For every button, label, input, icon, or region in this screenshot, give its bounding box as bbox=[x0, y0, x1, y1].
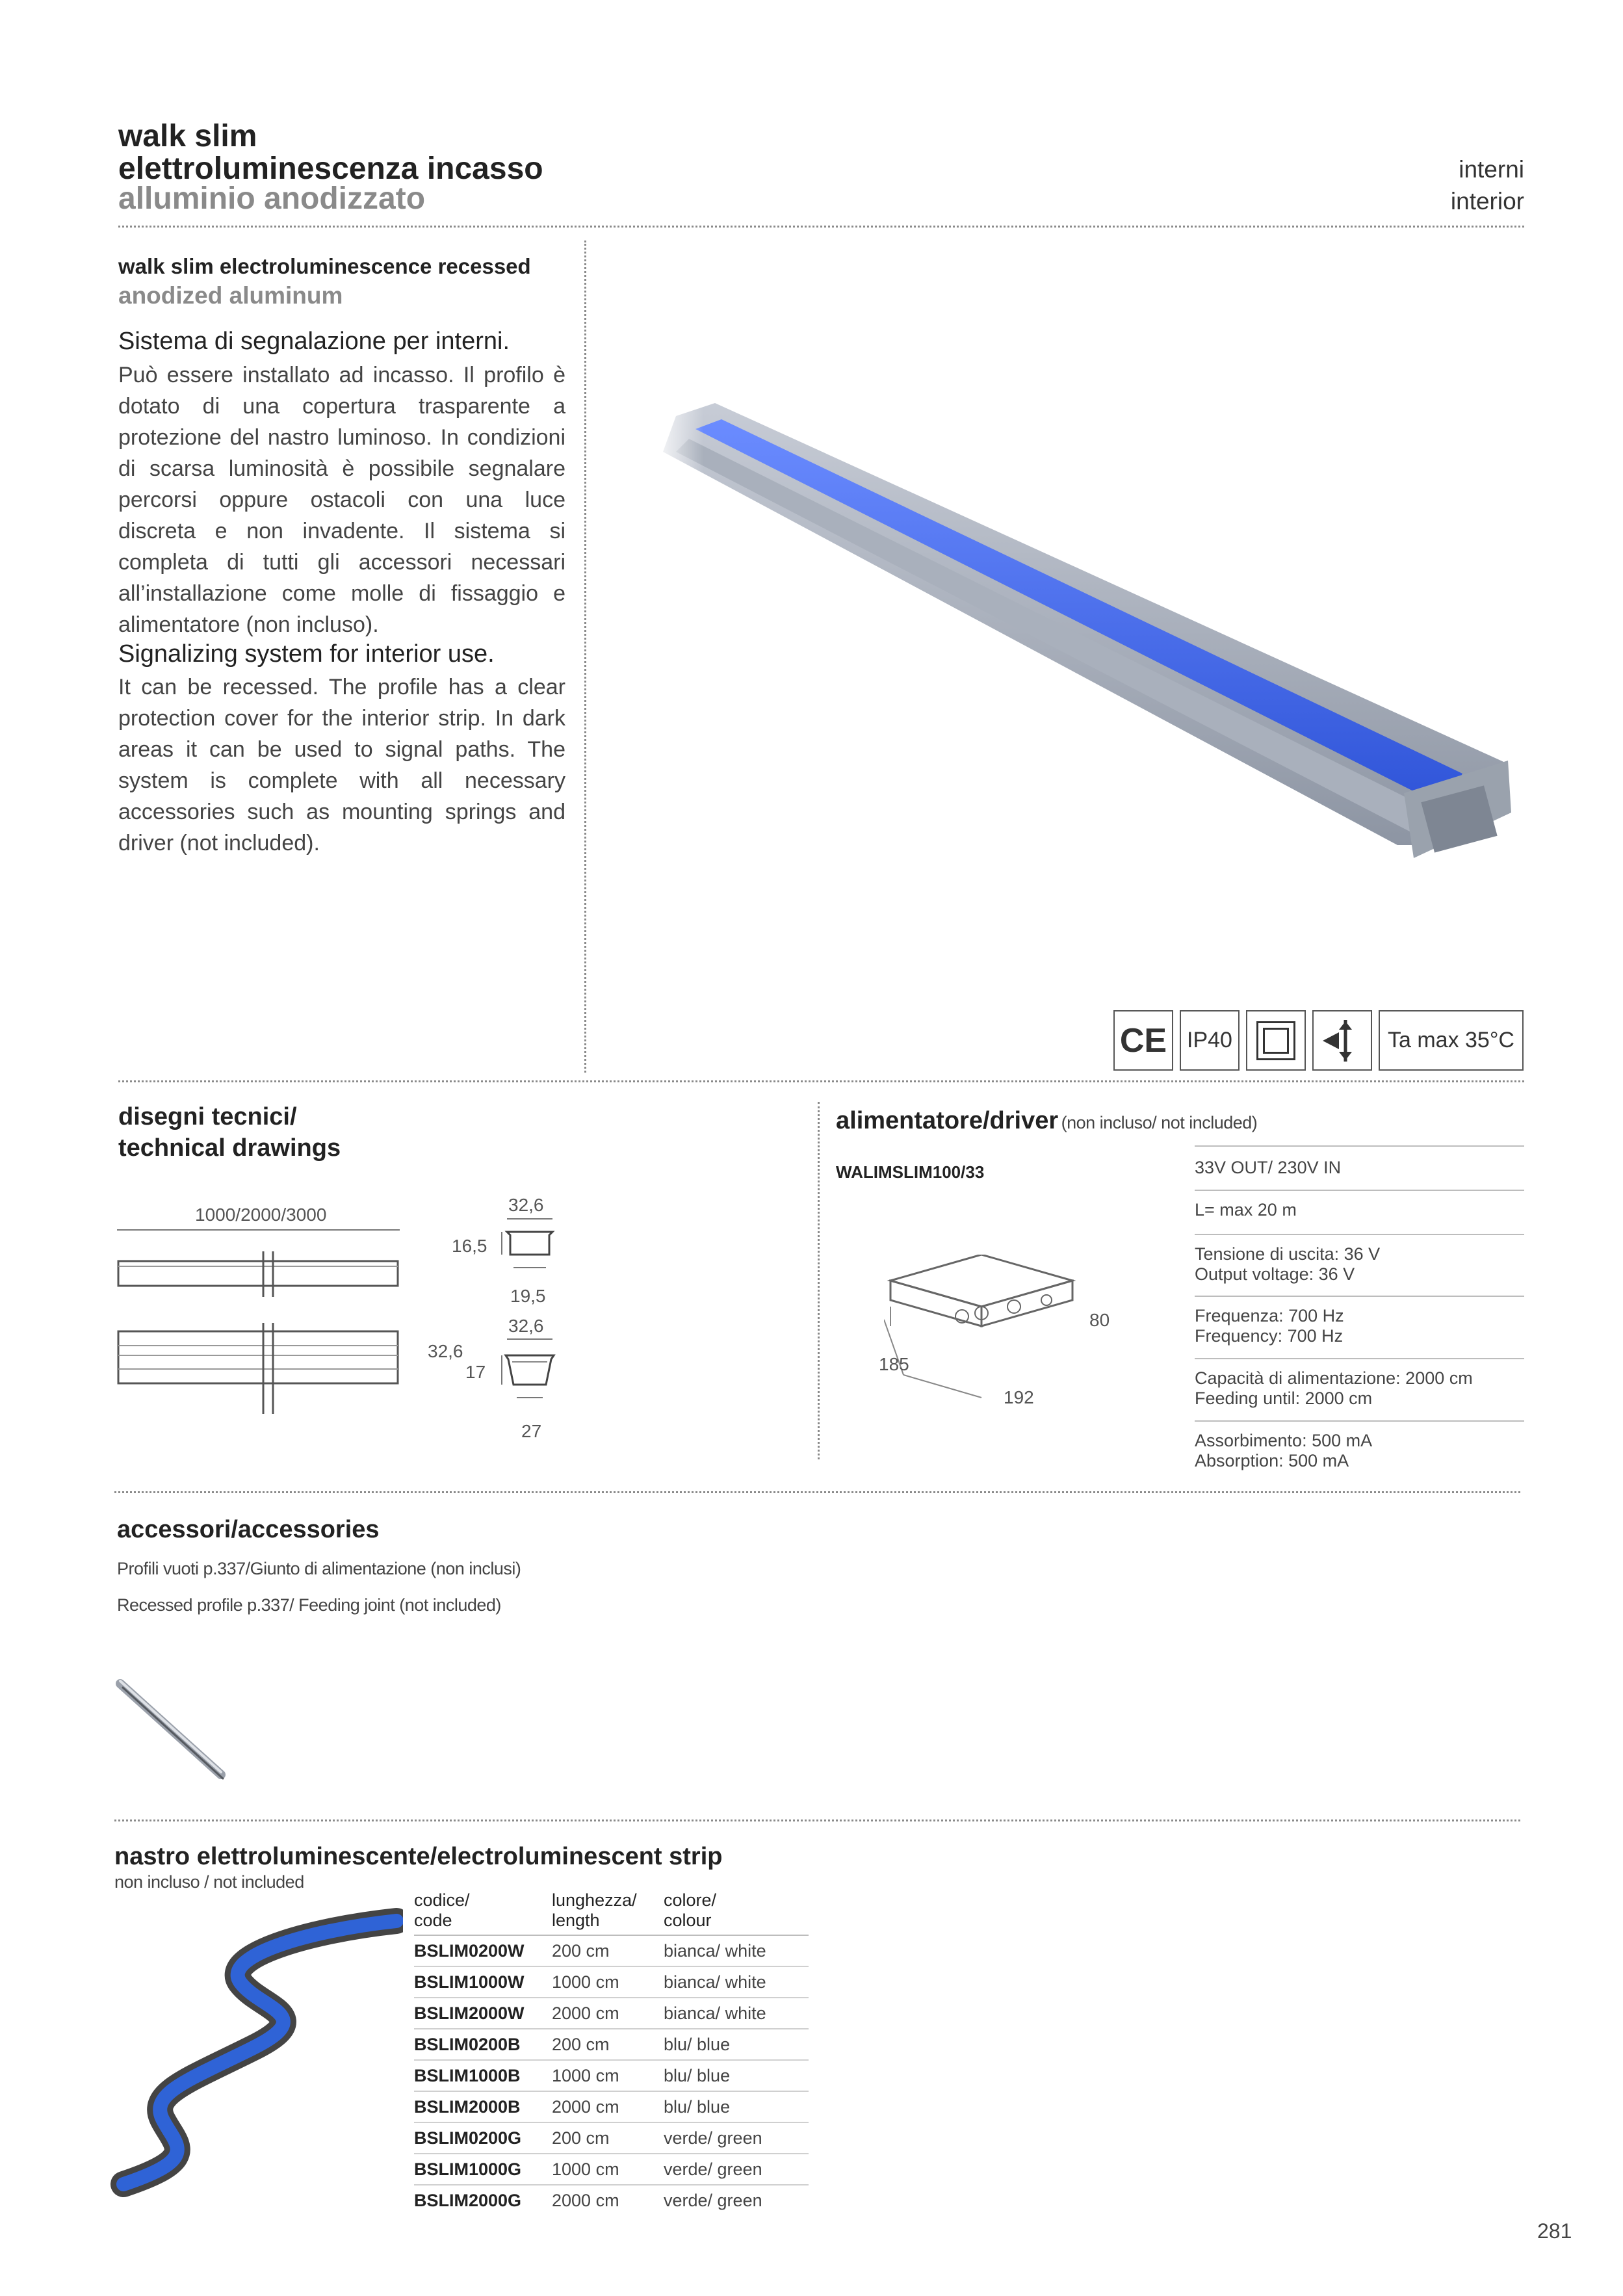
section-divider-2 bbox=[114, 1491, 1520, 1493]
ta-rating-text: Ta max 35°C bbox=[1387, 1028, 1514, 1052]
driver-spec-line: Absorption: 500 mA bbox=[1195, 1451, 1349, 1470]
driver-spec-line: Output voltage: 36 V bbox=[1195, 1264, 1355, 1284]
cell-length: 2000 cm bbox=[552, 2190, 619, 2210]
double-insulation-icon bbox=[1246, 1010, 1306, 1071]
subtitle-en: walk slim electroluminescence recessed bbox=[118, 254, 531, 278]
cell-colour: bianca/ white bbox=[664, 1998, 809, 2029]
header-length-line1: lunghezza/ bbox=[552, 1890, 637, 1910]
intro-divider bbox=[584, 241, 586, 1073]
section-divider-1 bbox=[118, 1080, 1524, 1082]
driver-spec-line: Feeding until: 2000 cm bbox=[1195, 1389, 1373, 1408]
profile1-height-dim: 16,5 bbox=[452, 1236, 487, 1256]
driver-spec-row bbox=[1195, 1149, 1524, 1189]
driver-code: WALIMSLIM100/33 bbox=[836, 1162, 985, 1182]
header-colour-line2: colour bbox=[664, 1911, 712, 1930]
profile1-bottom-dim: 19,5 bbox=[510, 1286, 546, 1306]
cell-colour: verde/ green bbox=[664, 2190, 762, 2210]
section-divider-3 bbox=[114, 1820, 1520, 1821]
table-row bbox=[414, 2122, 809, 2154]
driver-spec-line: Frequency: 700 Hz bbox=[1195, 1326, 1344, 1346]
cell-code: BSLIM2000G bbox=[414, 2190, 522, 2210]
ce-mark-text: CE bbox=[1119, 1021, 1167, 1060]
header-code bbox=[414, 1890, 552, 1935]
paragraph-en: It can be recessed. The profile has a clear protection cover for the interior strip. In dark areas it can be used to signal paths. The system is complete with all necessary accessories such as mounting springs and driver (not included). bbox=[118, 675, 565, 855]
accessories-title: accessori/accessories bbox=[117, 1516, 380, 1543]
header-code-line1: codice/ bbox=[414, 1890, 470, 1910]
driver-height-dim: 80 bbox=[1089, 1310, 1110, 1330]
accessories-line-1: Profili vuoti p.337/Giunto di alimentazione (non inclusi) bbox=[117, 1559, 521, 1578]
cell-length: 200 cm bbox=[552, 2029, 664, 2060]
title-line-3: alluminio anodizzato bbox=[118, 181, 426, 216]
driver-note: (non incluso/ not included) bbox=[1061, 1113, 1258, 1132]
header-code-line2: code bbox=[414, 1911, 452, 1930]
driver-spec-row bbox=[1195, 1358, 1524, 1420]
cell-length: 200 cm bbox=[552, 1935, 664, 1966]
cell-colour: blu/ blue bbox=[664, 2029, 809, 2060]
cell-code: BSLIM2000W bbox=[414, 1998, 552, 2029]
profile1-section bbox=[494, 1216, 565, 1281]
driver-spec-line: Frequenza: 700 Hz bbox=[1195, 1306, 1344, 1325]
driver-spec-line: Assorbimento: 500 mA bbox=[1195, 1431, 1373, 1450]
cell-length: 2000 cm bbox=[552, 1998, 664, 2029]
page-number: 281 bbox=[1537, 2219, 1572, 2243]
tech-title-1: disegni tecnici/ bbox=[118, 1103, 297, 1130]
cell-code: BSLIM0200B bbox=[414, 2029, 552, 2060]
table-row bbox=[414, 2154, 809, 2185]
driver-spec-row bbox=[1195, 1190, 1524, 1234]
table-row bbox=[414, 1966, 809, 1998]
table-row bbox=[414, 2060, 809, 2091]
accessory-image bbox=[114, 1677, 237, 1788]
category-en: interior bbox=[1450, 188, 1524, 215]
strip-title: nastro elettroluminescente/electroluminescent strip bbox=[114, 1843, 723, 1870]
double-insulation-square bbox=[1256, 1021, 1295, 1060]
accessories-line-2: Recessed profile p.337/ Feeding joint (not included) bbox=[117, 1595, 501, 1615]
cell-length: 200 cm bbox=[552, 2122, 664, 2154]
driver-title-row bbox=[836, 1107, 1257, 1135]
cell-code: BSLIM1000B bbox=[414, 2060, 552, 2091]
cell-code: BSLIM2000B bbox=[414, 2091, 552, 2122]
driver-title-rule bbox=[1195, 1145, 1524, 1147]
ta-rating bbox=[1379, 1010, 1524, 1071]
paragraph-it: Può essere installato ad incasso. Il profilo è dotato di una copertura trasparente a protezione del nastro luminoso. In condizioni di scarsa luminosità è possibile segnalare percorsi oppure ostacoli con una luce discreta e non invadente. Il sistema si completa di tutti gli accessori necessari all’installazione come molle di fissaggio e alimentatore (non incluso). bbox=[118, 363, 565, 637]
product-image bbox=[650, 390, 1527, 884]
header-divider bbox=[118, 226, 1524, 228]
heading-en: Signalizing system for interior use. bbox=[118, 640, 495, 668]
header-colour bbox=[664, 1890, 809, 1935]
subtitle-en-material: anodized aluminum bbox=[118, 282, 343, 309]
cell-length: 1000 cm bbox=[552, 2060, 664, 2091]
cell-code: BSLIM1000G bbox=[414, 2154, 552, 2185]
recessed-mount-icon bbox=[1312, 1010, 1372, 1071]
title-line-1: walk slim bbox=[118, 119, 257, 153]
strip-image bbox=[110, 1905, 403, 2204]
table-row bbox=[414, 1998, 809, 2029]
driver-spec-row bbox=[1195, 1296, 1524, 1358]
cell-code: BSLIM0200G bbox=[414, 2122, 552, 2154]
table-row bbox=[414, 2091, 809, 2122]
category-it: interni bbox=[1459, 156, 1524, 183]
driver-title: alimentatore/driver bbox=[836, 1107, 1059, 1134]
cell-colour: blu/ blue bbox=[664, 2060, 809, 2091]
cell-colour: verde/ green bbox=[664, 2154, 809, 2185]
driver-spec-row bbox=[1195, 1234, 1524, 1296]
driver-spec-line: Tensione di uscita: 36 V bbox=[1195, 1244, 1381, 1264]
table-row bbox=[414, 2185, 809, 2215]
cell-colour: bianca/ white bbox=[664, 1966, 809, 1998]
driver-spec-line: Capacità di alimentazione: 2000 cm bbox=[1195, 1368, 1473, 1388]
driver-box-drawing bbox=[884, 1255, 1079, 1404]
profile2-height-inner-dim: 17 bbox=[465, 1362, 486, 1382]
cell-colour: bianca/ white bbox=[664, 1935, 809, 1966]
header-length bbox=[552, 1890, 664, 1935]
driver-spec-line: L= max 20 m bbox=[1195, 1200, 1297, 1220]
driver-depth-dim: 185 bbox=[879, 1354, 909, 1374]
strip-note: non incluso / not included bbox=[114, 1872, 304, 1892]
heading-it: Sistema di segnalazione per interni. bbox=[118, 328, 510, 355]
cell-code: BSLIM1000W bbox=[414, 1966, 552, 1998]
profile-side-view bbox=[117, 1222, 403, 1417]
cell-colour: verde/ green bbox=[664, 2122, 809, 2154]
profile1-top-dim: 32,6 bbox=[508, 1195, 544, 1215]
strip-table bbox=[414, 1890, 809, 2215]
driver-width-dim: 192 bbox=[1004, 1387, 1034, 1407]
cell-code: BSLIM0200W bbox=[414, 1935, 552, 1966]
header-length-line2: length bbox=[552, 1911, 600, 1930]
driver-spec-line: 33V OUT/ 230V IN bbox=[1195, 1158, 1342, 1177]
table-row bbox=[414, 2029, 809, 2060]
profile2-bottom-dim: 27 bbox=[521, 1421, 542, 1441]
header-colour-line1: colore/ bbox=[664, 1890, 717, 1910]
driver-spec-row bbox=[1195, 1420, 1524, 1472]
tech-title-2: technical drawings bbox=[118, 1134, 341, 1162]
title-line-2: elettroluminescenza incasso bbox=[118, 151, 543, 186]
length-label: 1000/2000/3000 bbox=[195, 1205, 327, 1225]
recessed-mount-glyph bbox=[1319, 1018, 1365, 1063]
drawings-driver-divider bbox=[818, 1102, 820, 1459]
table-row bbox=[414, 1935, 809, 1966]
profile2-top-dim: 32,6 bbox=[508, 1316, 544, 1336]
profile2-section bbox=[494, 1336, 565, 1407]
strip-table-header bbox=[414, 1890, 809, 1935]
ce-mark bbox=[1113, 1010, 1173, 1071]
cell-length: 1000 cm bbox=[552, 1966, 664, 1998]
cell-colour: blu/ blue bbox=[664, 2091, 809, 2122]
cell-length: 1000 cm bbox=[552, 2154, 664, 2185]
cell-length: 2000 cm bbox=[552, 2091, 664, 2122]
profile2-height-outer-dim: 32,6 bbox=[428, 1341, 463, 1361]
ip-rating-text: IP40 bbox=[1187, 1028, 1232, 1052]
double-insulation-inner bbox=[1263, 1028, 1289, 1054]
ip-rating bbox=[1180, 1010, 1240, 1071]
